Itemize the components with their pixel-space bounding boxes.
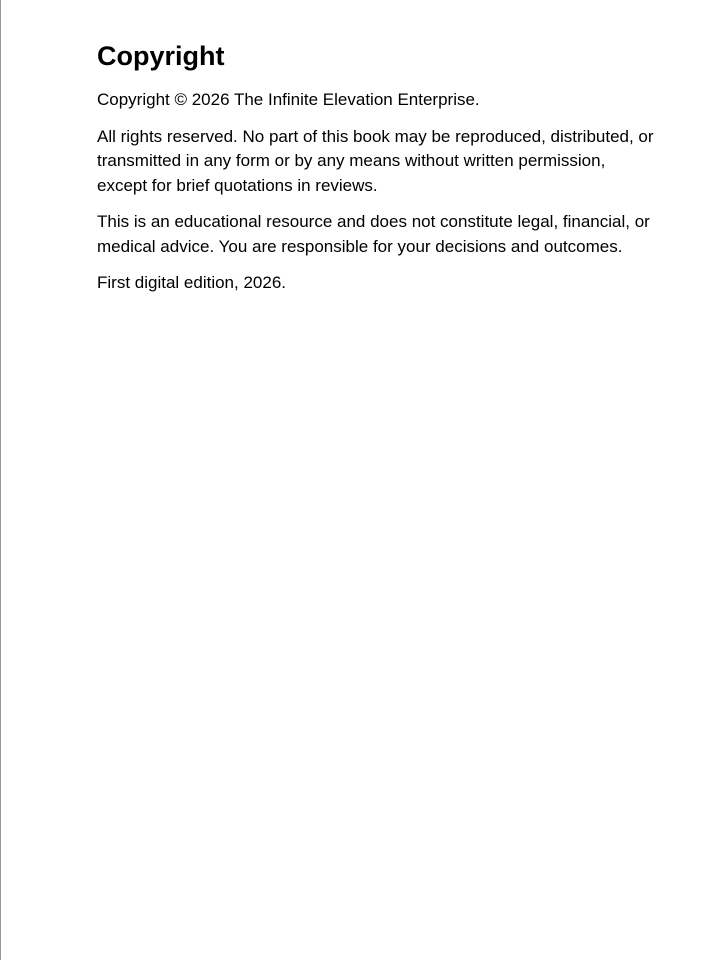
copyright-notice: Copyright © 2026 The Infinite Elevation Enterprise.	[97, 90, 480, 109]
disclaimer-paragraph: This is an educational resource and does not constitute legal, financial, or medical advice. You are responsible for your decisions and outcomes.	[97, 212, 650, 256]
edition-note: First digital edition, 2026.	[97, 273, 286, 292]
rights-reserved-paragraph: All rights reserved. No part of this book may be reproduced, distributed, or transmitted in any form or by any means without written permission, except for brief quotations in reviews.	[97, 126, 654, 195]
page-edge-divider	[0, 0, 1, 960]
page-title: Copyright	[97, 41, 225, 71]
page-content	[97, 38, 657, 308]
